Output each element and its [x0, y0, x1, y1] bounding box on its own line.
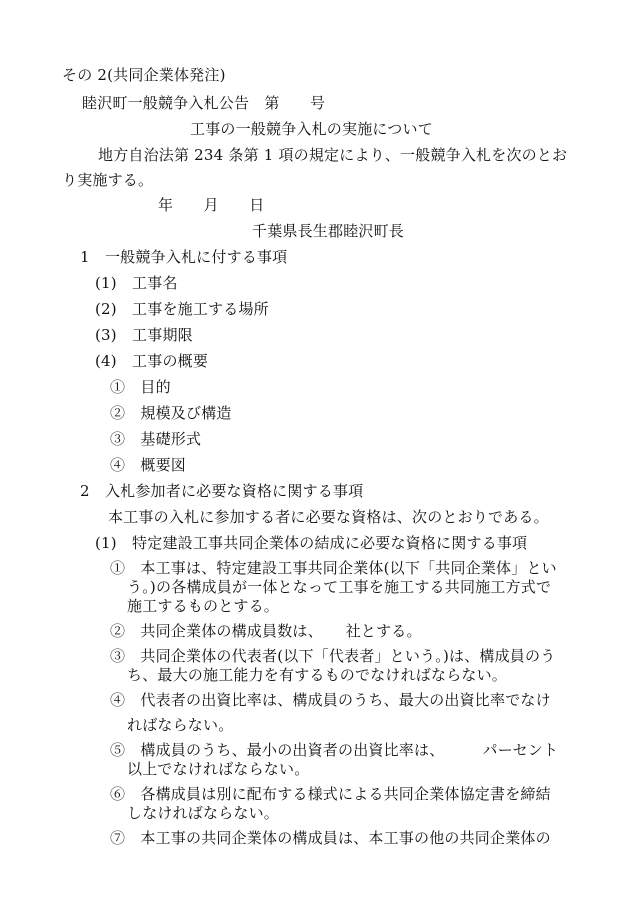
section-1-subitem: ① 目的 — [110, 378, 171, 396]
section-1-subitem: ③ 基礎形式 — [110, 430, 202, 448]
condition-line: 以上でなければならない。 — [127, 760, 310, 778]
section-2-intro: 本工事の入札に参加する者に必要な資格は、次のとおりである。 — [108, 508, 549, 526]
condition-line: ② 共同企業体の構成員数は、 社とする。 — [110, 622, 422, 640]
condition-line: ③ 共同企業体の代表者(以下「代表者」という。)は、構成員のう — [110, 647, 556, 665]
condition-line: ればならない。 — [127, 716, 234, 734]
announcement-title: 睦沢町一般競争入札公告 第 号 — [82, 94, 326, 112]
condition-line: ① 本工事は、特定建設工事共同企業体(以下「共同企業体」とい — [110, 559, 557, 577]
date-line: 年 月 日 — [158, 196, 265, 214]
condition-line: ⑤ 構成員のうち、最小の出資者の出資比率は、 パーセント — [110, 741, 559, 759]
section-1-item: (3) 工事期限 — [95, 326, 193, 344]
condition-line: 施工するものとする。 — [127, 597, 280, 615]
issuer: 千葉県長生郡睦沢町長 — [252, 222, 405, 240]
condition-line: ち、最大の施工能力を有するものでなければならない。 — [127, 666, 508, 684]
condition-line: ⑥ 各構成員は別に配布する様式による共同企業体協定書を締結 — [110, 785, 551, 803]
condition-line: ④ 代表者の出資比率は、構成員のうち、最大の出資比率でなけ — [110, 691, 551, 709]
document-label: その 2(共同企業体発注) — [62, 66, 226, 84]
condition-line: う。)の各構成員が一体となって工事を施工する共同施工方式で — [127, 578, 552, 596]
section-2-heading: 2 入札参加者に必要な資格に関する事項 — [80, 482, 364, 500]
condition-line: しなければならない。 — [127, 804, 280, 822]
section-1-heading: 1 一般競争入札に付する事項 — [80, 248, 288, 266]
intro-line-2: り実施する。 — [62, 171, 154, 189]
intro-line-1: 地方自治法第 234 条第 1 項の規定により、一般競争入札を次のとお — [98, 146, 568, 164]
section-1-item: (4) 工事の概要 — [95, 352, 209, 370]
section-2-item-1: (1) 特定建設工事共同企業体の結成に必要な資格に関する事項 — [95, 534, 528, 552]
condition-line: ⑦ 本工事の共同企業体の構成員は、本工事の他の共同企業体の — [110, 829, 551, 847]
subject-title: 工事の一般競争入札の実施について — [190, 120, 433, 138]
section-1-item: (2) 工事を施工する場所 — [95, 300, 269, 318]
section-1-subitem: ② 規模及び構造 — [110, 404, 232, 422]
section-1-subitem: ④ 概要図 — [110, 456, 187, 474]
section-1-item: (1) 工事名 — [95, 274, 178, 292]
